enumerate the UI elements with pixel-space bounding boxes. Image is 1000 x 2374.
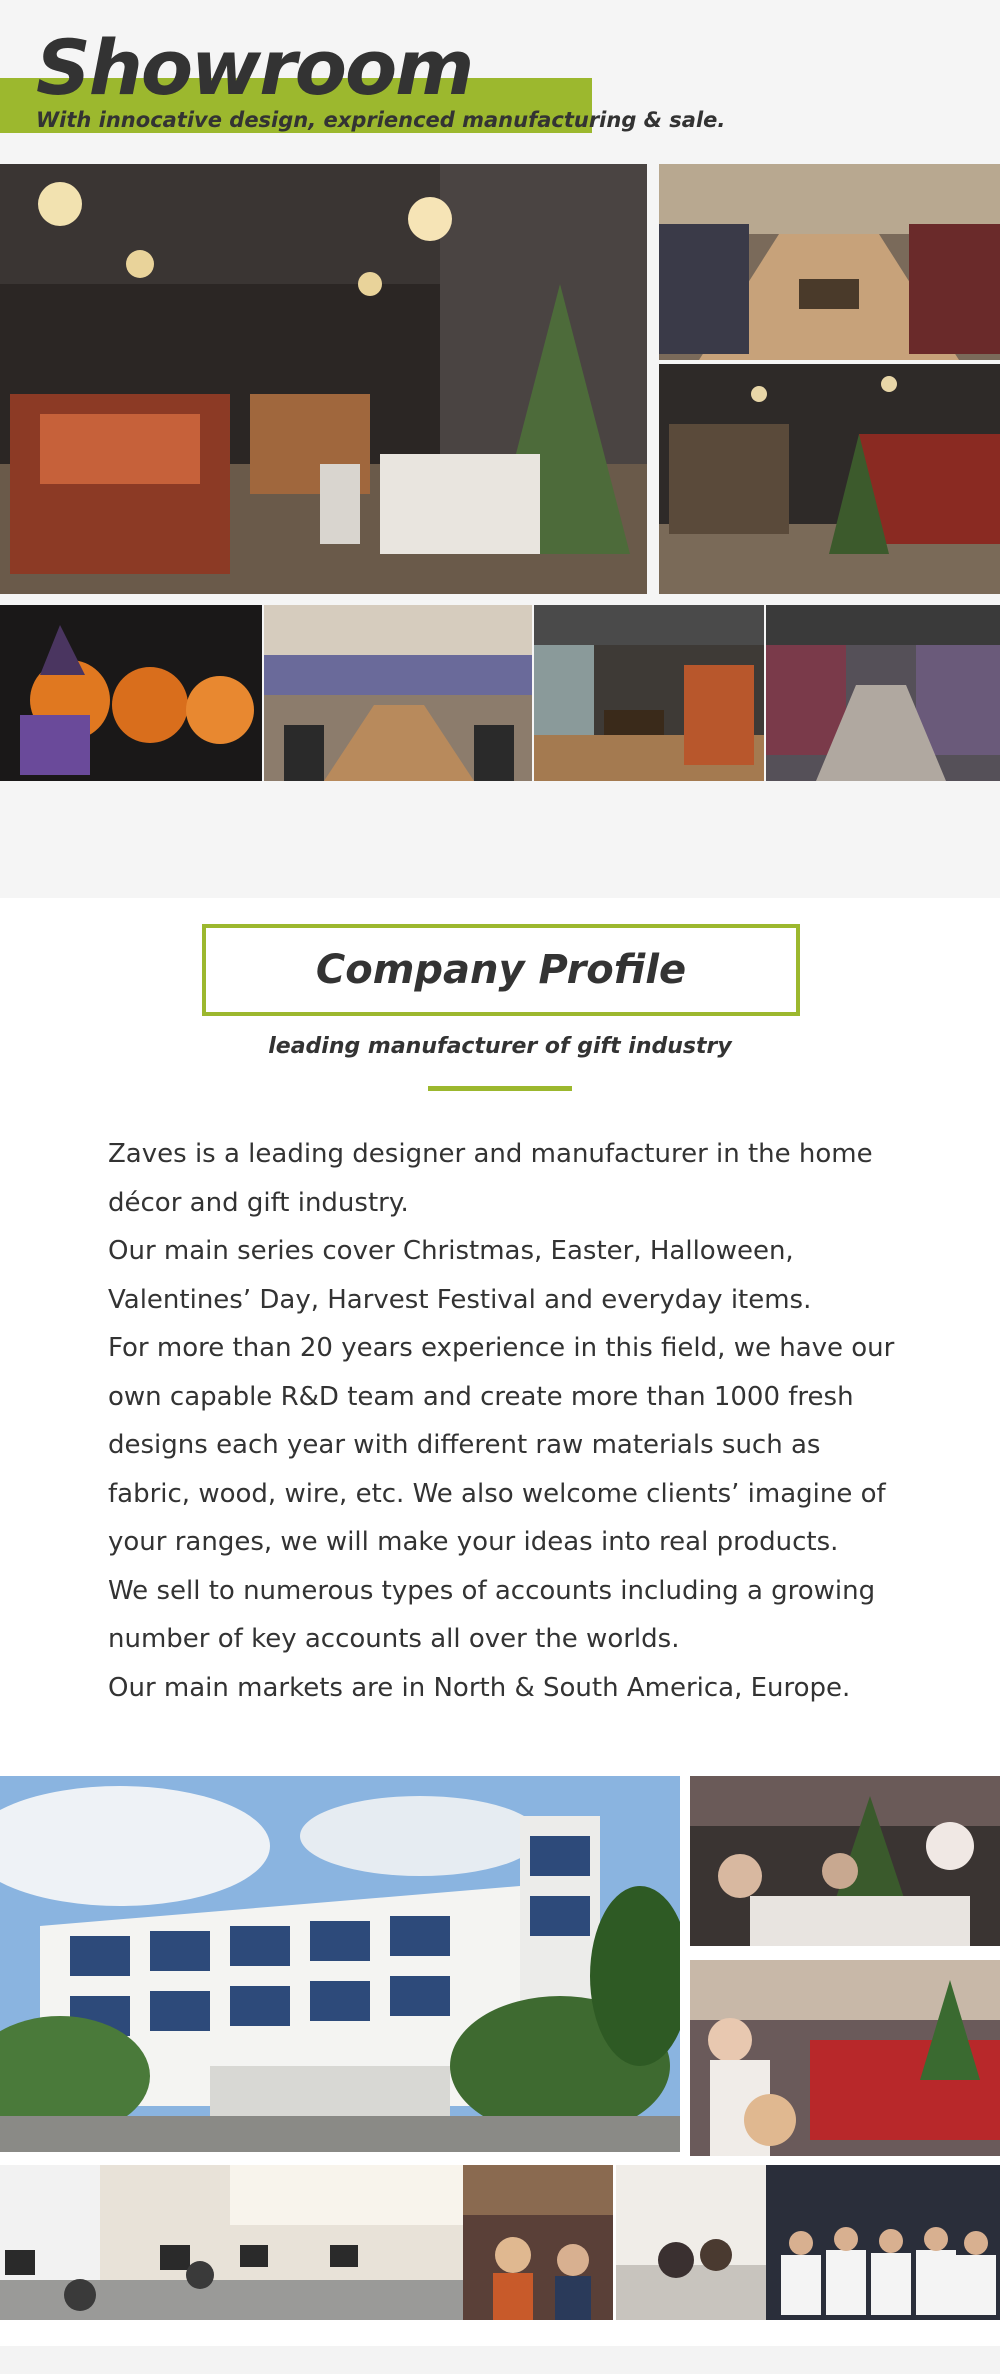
footer-strip — [0, 2346, 1000, 2374]
team-working-photo — [690, 1776, 1000, 1946]
halloween-pumpkins-photo — [0, 605, 262, 781]
profile-body — [108, 1130, 908, 1712]
profile-paragraph: For more than 20 years experience in this field, we have our own capable R&D team and create more than 1000 fresh designs each year with different raw materials such as fabric, wood, wire, etc. We also welcome clients’ imagine of your ranges, we will make your ideas into real products. — [108, 1333, 895, 1557]
profile-paragraph: We sell to numerous types of accounts including a growing number of key accounts all over the worlds. — [108, 1575, 876, 1654]
profile-title: Company Profile — [315, 947, 687, 993]
showroom-subtitle: With innocative design, exprienced manufacturing & sale. — [36, 108, 726, 132]
showroom-display-photo — [659, 364, 1000, 594]
showroom-hall-photo — [659, 164, 1000, 360]
showroom-aisle-photo — [766, 605, 1000, 781]
showroom-main-photo — [0, 164, 647, 594]
office-photo — [0, 2165, 463, 2320]
profile-tagline: leading manufacturer of gift industry — [268, 1034, 732, 1059]
showroom-title: Showroom — [36, 23, 473, 112]
profile-paragraph: Our main markets are in North & South America, Europe. — [108, 1672, 851, 1703]
staff-photo — [463, 2165, 613, 2320]
team-group-photo — [616, 2165, 1000, 2320]
meeting-room-photo — [264, 605, 532, 781]
factory-building-photo — [0, 1776, 680, 2152]
profile-paragraph: Zaves is a leading designer and manufacturer in the home décor and gift industry. — [108, 1139, 873, 1218]
tagline-underline — [428, 1086, 572, 1091]
exhibition-photo — [690, 1960, 1000, 2156]
profile-paragraph: Our main series cover Christmas, Easter, Halloween, Valentines’ Day, Harvest Festival and everyday items. — [108, 1236, 812, 1315]
profile-title-box — [202, 924, 800, 1016]
lounge-photo — [534, 605, 764, 781]
